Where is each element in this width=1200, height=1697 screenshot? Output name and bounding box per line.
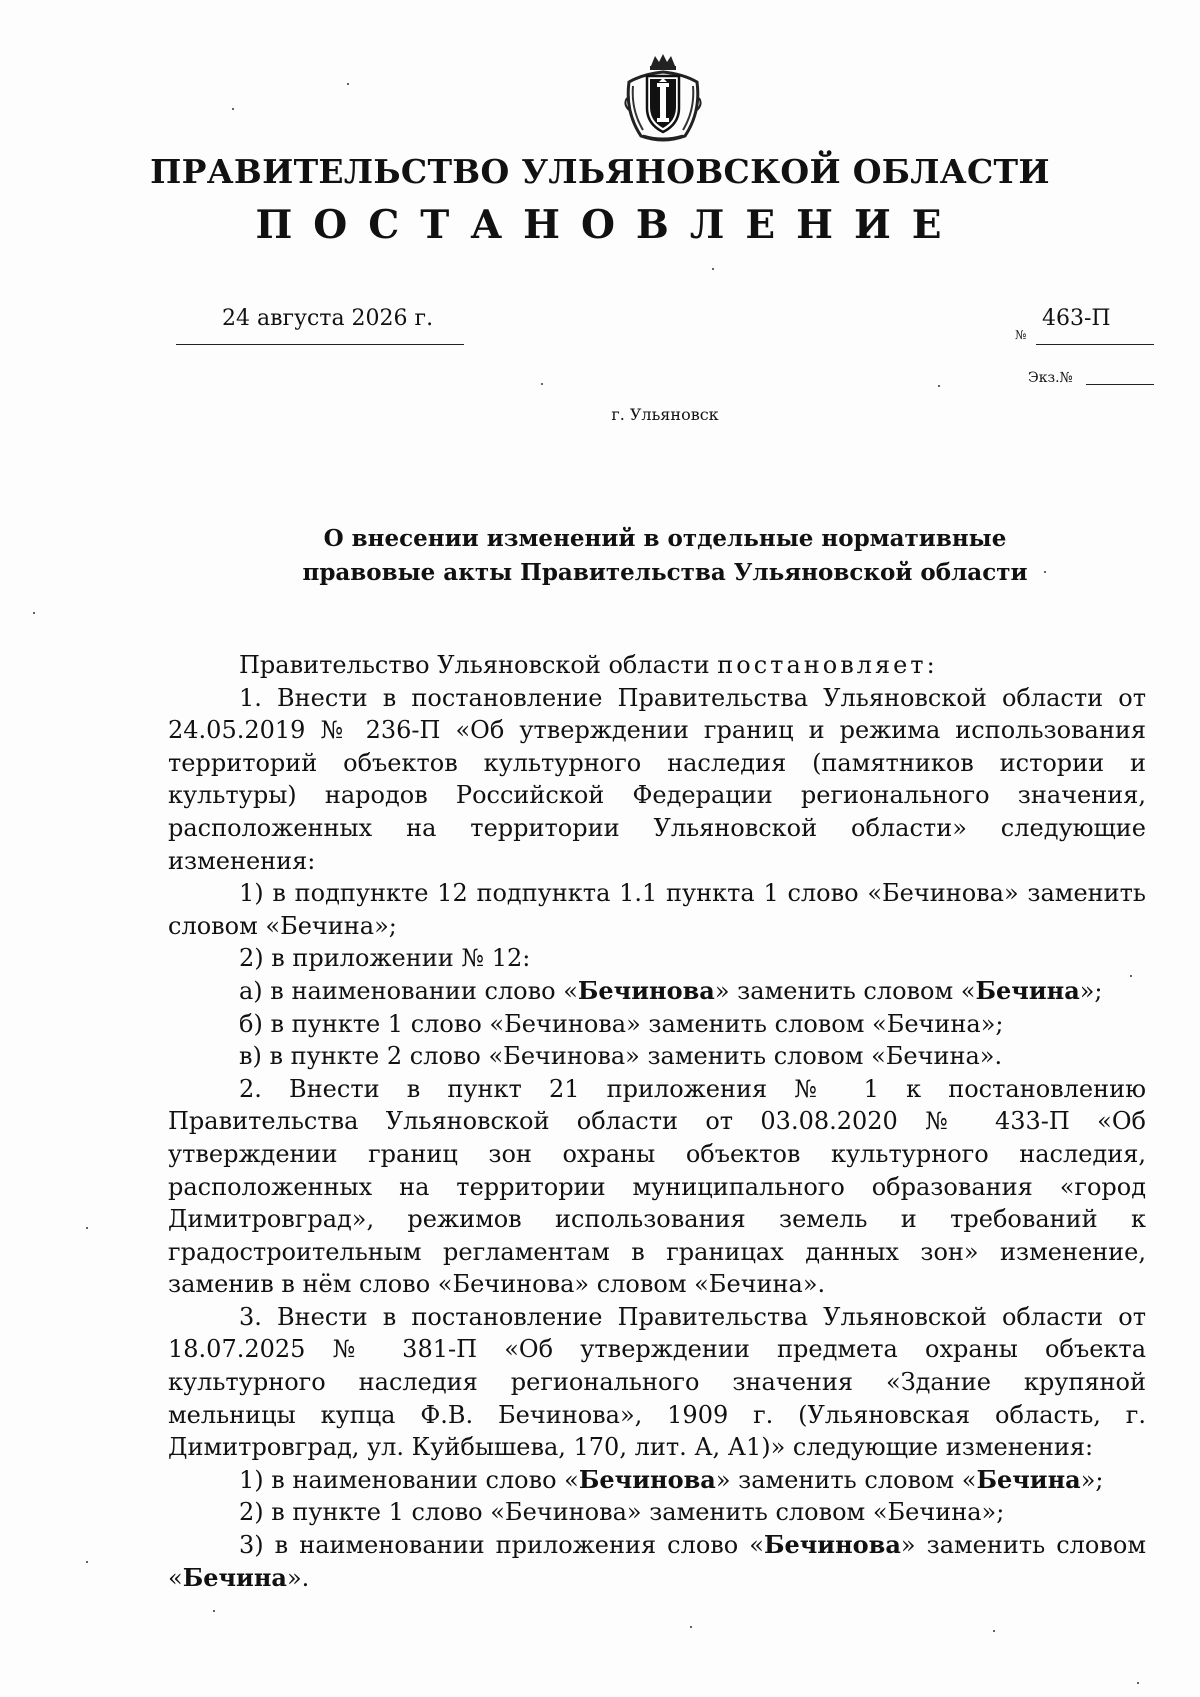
- scan-speck: [690, 1626, 692, 1628]
- text-span: » заменить словом «: [715, 1465, 977, 1494]
- copy-number-underline: [1086, 384, 1154, 385]
- intro-paragraph: [168, 649, 1146, 682]
- paragraph-1-2-a: [168, 975, 1146, 1008]
- scan-speck: [347, 83, 349, 85]
- text-span: »;: [1079, 976, 1103, 1005]
- scan-speck: [232, 108, 234, 110]
- bold-old-word: Бечинова: [577, 975, 715, 1005]
- scan-speck: [712, 268, 714, 270]
- scan-speck: [1044, 571, 1046, 573]
- city: г. Ульяновск: [611, 405, 719, 424]
- bold-new-word: Бечина: [975, 975, 1080, 1005]
- bold-old-word: Бечинова: [578, 1464, 716, 1494]
- scan-speck: [33, 612, 35, 614]
- document-type-title: ПОСТАНОВЛЕНИЕ: [255, 202, 963, 248]
- text-span: »;: [1080, 1465, 1104, 1494]
- document-subject: [0, 522, 1200, 590]
- subject-line-1: О внесении изменений в отдельные нормативные: [323, 525, 1007, 552]
- paragraph-3-3: [168, 1529, 1146, 1594]
- document-number: 463-П: [1042, 306, 1111, 331]
- bold-new-word: Бечина: [182, 1562, 287, 1592]
- scan-speck: [993, 1630, 995, 1632]
- paragraph-1-1: 1) в подпункте 12 подпункта 1.1 пункта 1 слово «Бечинова» заменить словом «Бечина»;: [168, 879, 1146, 940]
- scan-speck: [1137, 1682, 1139, 1684]
- subject-line-2: правовые акты Правительства Ульяновской области: [302, 559, 1028, 586]
- paragraph-1-2-b: б) в пункте 1 слово «Бечинова» заменить словом «Бечина»;: [239, 1009, 1004, 1038]
- text-span: 3) в наименовании приложения слово «: [239, 1531, 764, 1560]
- scan-speck: [86, 1561, 88, 1563]
- scan-speck: [1130, 975, 1132, 977]
- text-span: » заменить словом «: [168, 1531, 1146, 1592]
- bold-old-word: Бечинова: [763, 1530, 901, 1560]
- document-date: 24 августа 2026 г.: [222, 306, 434, 331]
- intro-prefix: Правительство Ульяновской области: [239, 651, 718, 679]
- paragraph-1-2: 2) в приложении № 12:: [239, 944, 531, 973]
- bold-new-word: Бечина: [976, 1464, 1081, 1494]
- intro-verb: постановляет:: [717, 651, 938, 679]
- paragraph-1: 1. Внести в постановление Правительства Ульяновской области от 24.05.2019 № 236-П «Об утверждении границ и режима использования территорий объектов культурного наследия (памятников истории и культуры) народов Российской Федерации регионального значения, расположенных на территории Ульяновской области» следующие изменения:: [168, 683, 1146, 875]
- number-underline: [1036, 344, 1154, 345]
- paragraph-3: 3. Внести в постановление Правительства Ульяновской области от 18.07.2025 № 381-П «Об утверждении предмета охраны объекта культурного наследия регионального значения «Здание крупяной мельницы купца Ф.В. Бечинова», 1909 г. (Ульяновская область, г. Димитровград, ул. Куйбышева, 170, лит. А, А1)» следующие изменения:: [168, 1302, 1146, 1462]
- paragraph-3-1: [168, 1464, 1146, 1497]
- scan-speck: [541, 383, 543, 385]
- scan-speck: [86, 1227, 88, 1229]
- text-span: » заменить словом «: [714, 976, 976, 1005]
- document-body: [168, 649, 1146, 1594]
- scan-speck: [938, 385, 940, 387]
- coat-of-arms-emblem: [623, 52, 703, 144]
- paragraph-2: 2. Внести в пункт 21 приложения № 1 к постановлению Правительства Ульяновской области от 03.08.2020 № 433-П «Об утверждении границ зон охраны объектов культурного наследия, расположенных на территории муниципального образования «город Димитровград», режимов использования земель и требований к градостроительным регламентам в границах данных зон» изменение, заменив в нём слово «Бечинова» словом «Бечина».: [168, 1074, 1146, 1299]
- text-span: 1) в наименовании слово «: [239, 1465, 579, 1494]
- organization-title: ПРАВИТЕЛЬСТВО УЛЬЯНОВСКОЙ ОБЛАСТИ: [150, 152, 1050, 191]
- text-span: ».: [286, 1563, 310, 1592]
- date-underline: [176, 344, 464, 345]
- number-label: №: [1015, 328, 1027, 342]
- paragraph-3-2: 2) в пункте 1 слово «Бечинова» заменить словом «Бечина»;: [239, 1498, 1005, 1527]
- copy-number-label: Экз.№: [1028, 370, 1073, 386]
- scan-speck: [213, 1610, 215, 1612]
- paragraph-1-2-c: в) в пункте 2 слово «Бечинова» заменить словом «Бечина».: [239, 1042, 1003, 1071]
- text-span: а) в наименовании слово «: [239, 976, 578, 1005]
